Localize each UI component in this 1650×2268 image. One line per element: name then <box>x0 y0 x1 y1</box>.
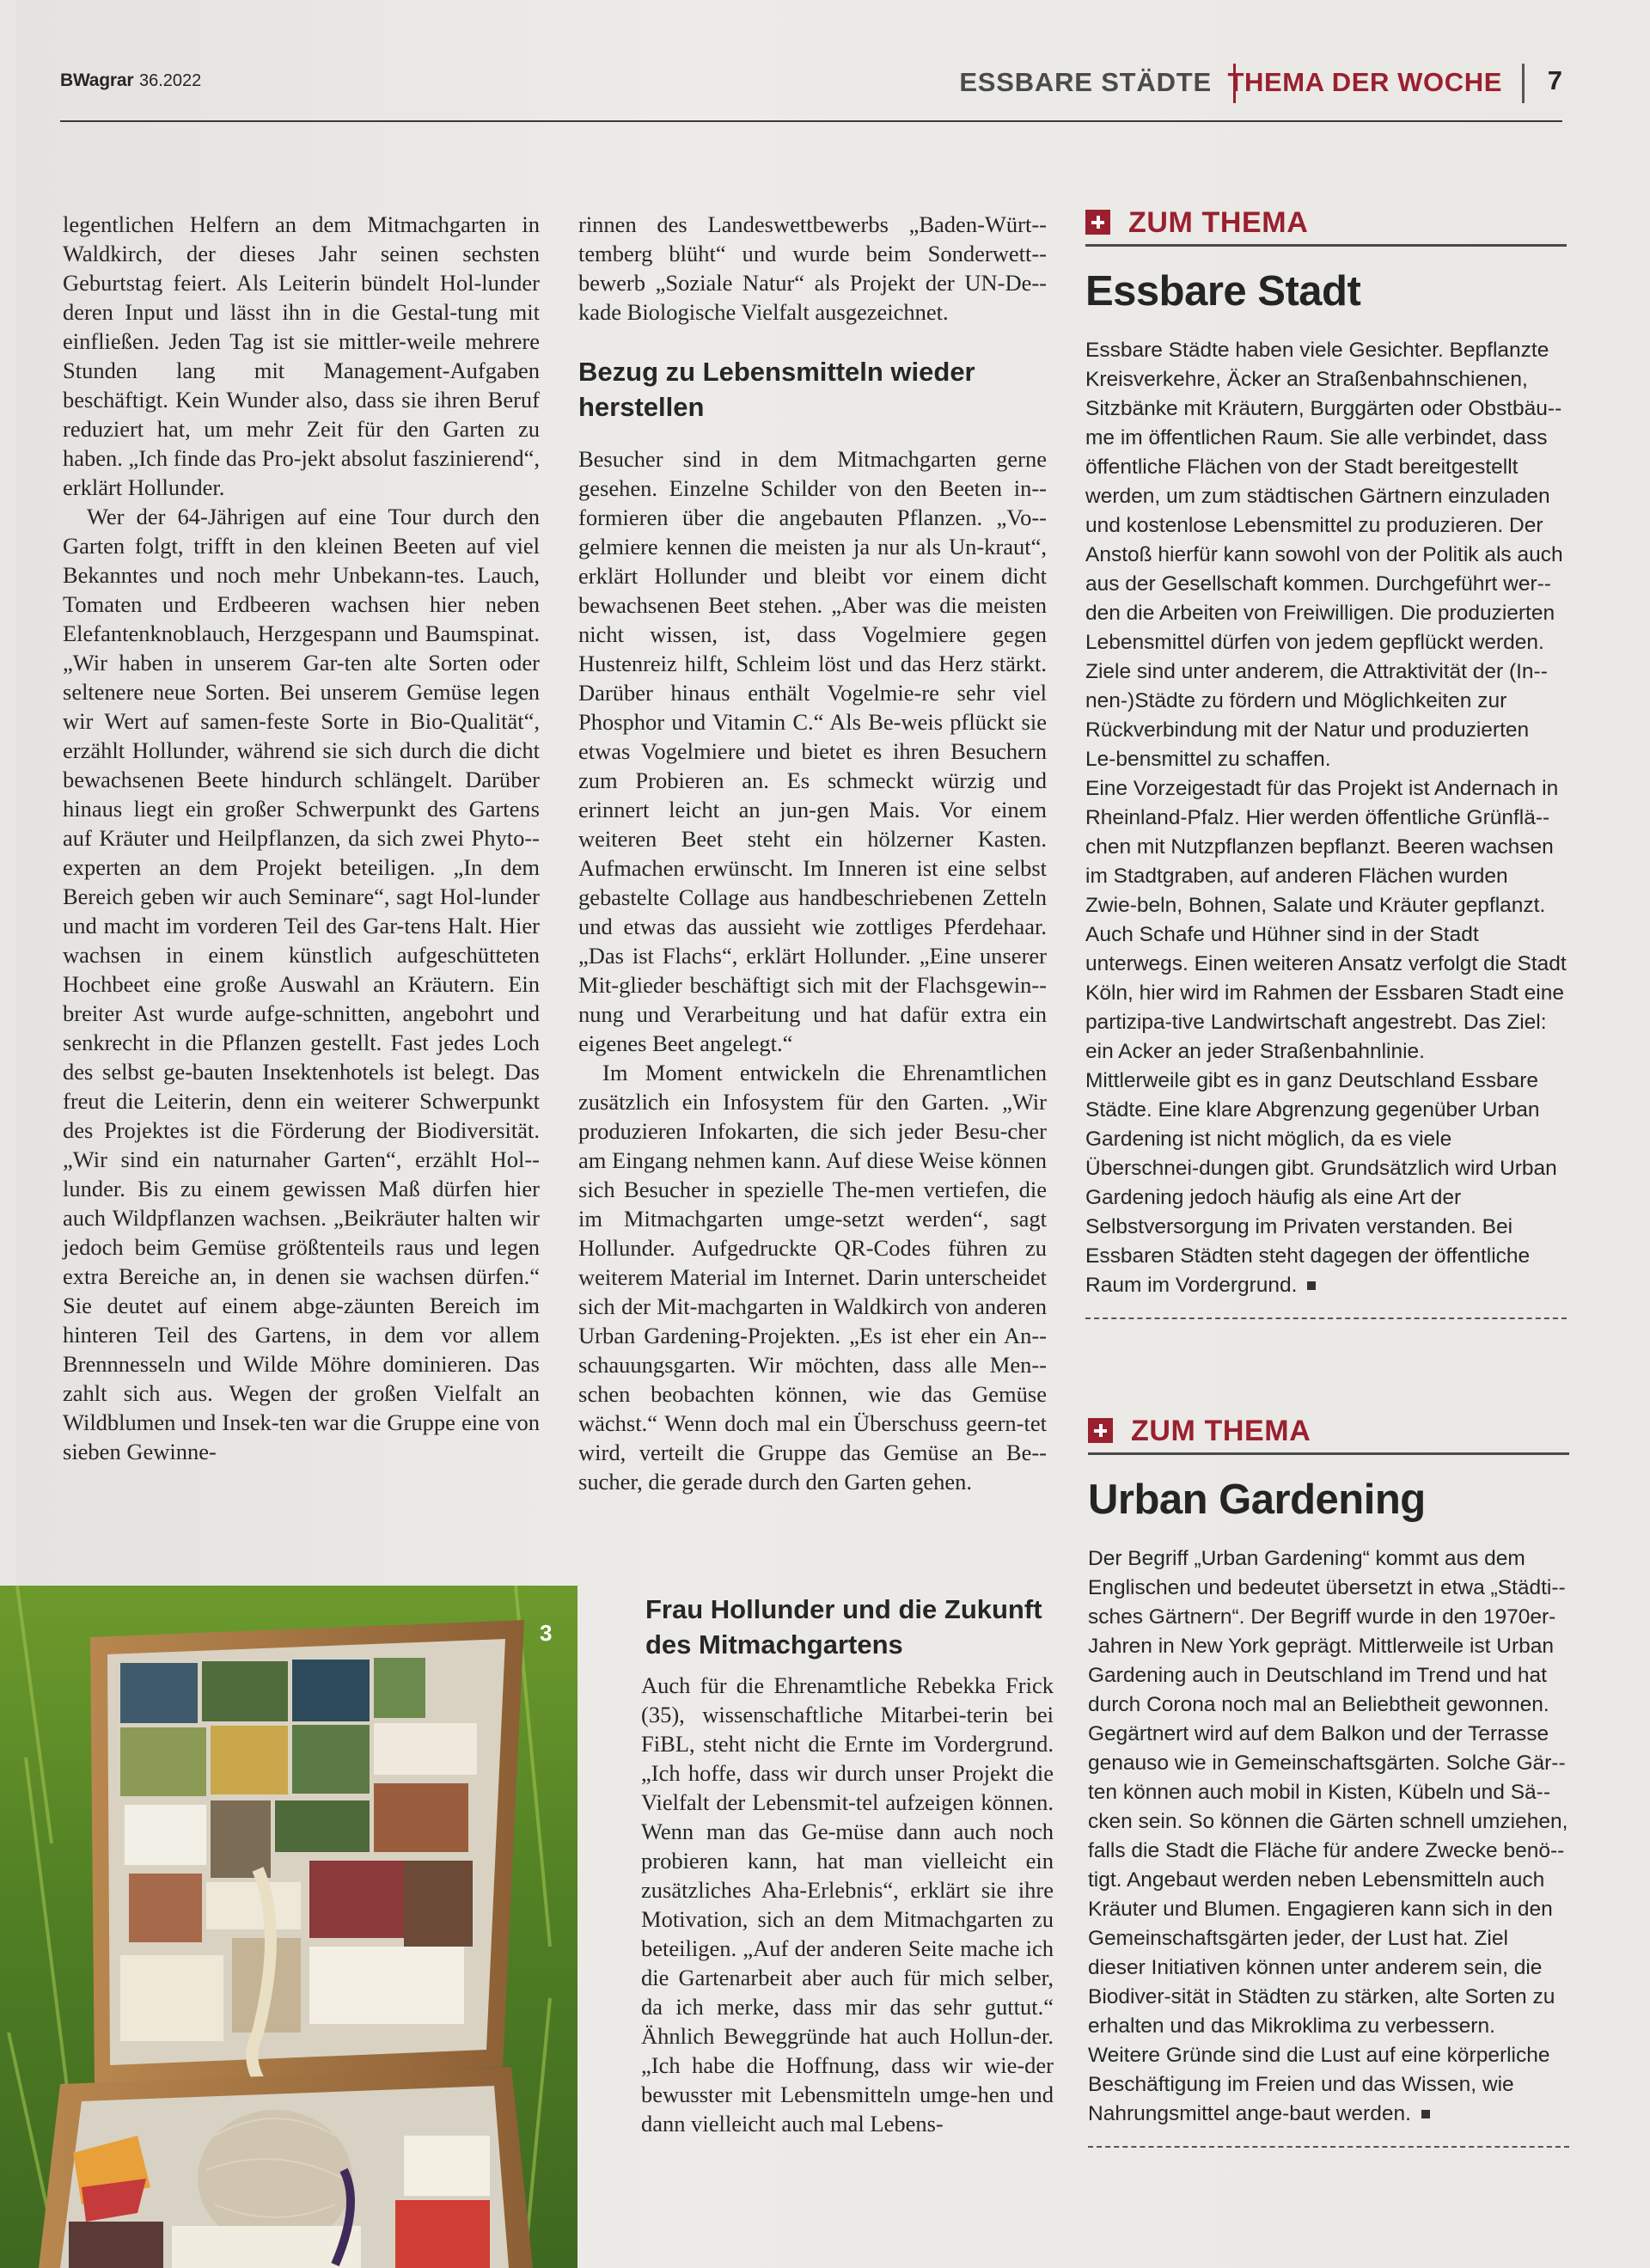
sidebar-dashed-rule <box>1088 2146 1569 2148</box>
photo-number: 3 <box>540 1620 553 1646</box>
article-column-1 <box>63 210 540 1466</box>
article-subheading: Bezug zu Lebensmitteln wieder herstellen <box>578 357 975 422</box>
sidebar-essbare-stadt <box>1085 203 1567 1319</box>
sidebar-title: Urban Gardening <box>1088 1476 1426 1523</box>
photo-illustration <box>0 1586 578 2268</box>
sidebar-paragraph: Essbare Städte haben viele Gesichter. Bepflanzte Kreisverkehre, Äcker an Straßenbahnschienen, Sitzbänke mit Kräutern, Burggärten oder Obstbäu-me im öffentlichen Raum. Sie alle verbindet, dass öffentliche Flächen von der Stadt bereitgestellt werden, um zum städtischen Gärtnern einzuladen und kostenlose Lebensmittel zu produzieren. Der Anstoß hierfür kann sowohl von der Politik als auch aus der Gesellschaft kommen. Durchgeführt wer-den die Arbeiten von Freiwilligen. Die produzierten Lebensmittel dürfen von jedem gepflückt werden. Ziele sind unter anderem, die Attraktivität der (In-nen-)Städte zu fördern und Möglichkeiten zur Rückverbindung mit der Natur und produzierten Le-bensmittel zu schaffen. <box>1085 339 1563 771</box>
sidebar-tag-row <box>1085 203 1567 242</box>
article-column-2-body <box>578 444 1047 1496</box>
sidebar-paragraph: Der Begriff „Urban Gardening“ kommt aus dem Englischen und bedeutet übersetzt in etwa „Städti-sches Gärtnern“. Der Begriff wurde in den 1970er-Jahren in New York geprägt. Mittlerweile ist Urban Gardening auch in Deutschland im Trend und hat durch Corona noch mal an Beliebtheit gewonnen. Gegärtnert wird auf dem Balkon und der Terrasse genauso wie in Gemeinschaftsgärten. Solche Gär-ten können auch mobil in Kisten, Kübeln und Sä-cken sein. So können die Gärten schnell umziehen, falls die Stadt die Fläche für andere Zwecke benö-tigt. Angebaut werden neben Lebensmitteln auch Kräuter und Blumen. Engagieren kann sich in den Gemeinschaftsgärten jeder, der Lust hat. Ziel dieser Initiativen können unter anderem sein, die Biodiver-sität in Städten zu stärken, alte Sorten zu erhalten und das Mikroklima zu verbessern. Weitere Gründe sind die Lust auf eine körperliche Beschäftigung im Freien und das Wissen, wie Nahrungsmittel ange-baut werden. <box>1088 1547 1568 2125</box>
sidebar-rule <box>1088 1452 1569 1455</box>
article-paragraph: legentlichen Helfern an dem Mitmachgarten in Waldkirch, der dieses Jahr seinen sechsten Geburtstag feiert. Als Leiterin bündelt Hol-lunder deren Input und lässt ihn in die Gestal-tung mit einfließen. Jeden Tag ist sie mittler-weile mehrere Stunden lang mit Management-Aufgaben beschäftigt. Kein Wunder also, dass sie ihren Beruf reduziert hat, um mehr Zeit für den Garten zu haben. „Ich finde das Pro-jekt absolut faszinierend“, erklärt Hollunder. <box>63 211 540 500</box>
sidebar-tag: ZUM THEMA <box>1131 1415 1311 1447</box>
header-divider <box>1522 64 1525 103</box>
article-column-2-end <box>641 1671 1054 2138</box>
sidebar-paragraph: Mittlerweile gibt es in ganz Deutschland Essbare Städte. Eine klare Abgrenzung gegenüber Urban Gardening ist nicht möglich, da es viele Überschnei-dungen gibt. Grundsätzlich wird Urban Gardening jedoch häufig als eine Art der Selbstversorgung im Privaten verstanden. Bei Essbaren Städten steht dagegen der öffentliche Raum im Vordergrund. <box>1085 1069 1557 1297</box>
page-number: 7 <box>1547 65 1562 95</box>
publication-brand: BWagrar <box>60 70 134 90</box>
plus-icon <box>1085 210 1110 235</box>
issue-number: 36.2022 <box>139 71 202 90</box>
article-paragraph: Auch für die Ehrenamtliche Rebekka Frick (35), wissenschaftliche Mitarbei-terin bei FiBL, steht nicht die Ernte im Vordergrund. „Ich hoffe, dass wir durch unser Projekt die Vielfalt der Lebensmit-tel aufzeigen können. Wenn man das Ge-müse dann auch noch probieren kann, hat man vielleicht ein zusätzliches Aha-Erlebnis“, erklärt sie ihre Motivation, sich an dem Mitmachgarten zu beteiligen. „Auf der anderen Seite mache ich die Gartenarbeit aber auch für mich selber, da ich merke, dass mir das sehr guttut.“ Ähnlich Beweggründe hat auch Hollun-der. „Ich habe die Hoffnung, dass wir wie-der bewusster mit Lebensmitteln umge-hen und dann vielleicht auch mal Lebens- <box>641 1672 1054 2137</box>
article-paragraph: rinnen des Landeswettbewerbs „Baden-Würt-temberg blüht“ und wurde beim Sonderwett-bewerb „Soziale Natur“ als Projekt der UN-De-kade Biologische Vielfalt ausgezeichnet. <box>578 211 1047 325</box>
sidebar-tag: ZUM THEMA <box>1128 206 1309 239</box>
plus-icon <box>1088 1418 1113 1443</box>
sidebar-text <box>1088 1544 1569 2129</box>
article-column-2-intro <box>578 210 1047 327</box>
section-title: ESSBARE STÄDTE <box>959 67 1212 97</box>
sidebar-tag-row <box>1088 1411 1569 1451</box>
sidebar-urban-gardening <box>1088 1411 1569 2148</box>
article-photo <box>0 1586 578 2268</box>
article-paragraph: Im Moment entwickeln die Ehrenamtlichen zusätzlich ein Infosystem für den Garten. „Wir produzieren Infokarten, die sich jeder Besu-cher am Eingang nehmen kann. Auf diese Weise können sich Besucher in spezielle The-men vertiefen, die im Mitmachgarten umge-setzt werden“, sagt Hollunder. Aufgedruckte QR-Codes führen zu weiterem Material im Internet. Darin unterscheidet sich der Mit-machgarten in Waldkirch von anderen Urban Gardening-Projekten. „Es ist eher ein An-schauungsgarten. Wir möchten, dass alle Men-schen beobachten können, wie das Gemüse wächst.“ Wenn doch mal ein Überschuss geern-tet wird, verteilt die Gruppe das Gemüse an Be-sucher, die gerade durch den Garten gehen. <box>578 1060 1047 1495</box>
sidebar-title: Essbare Stadt <box>1085 268 1361 315</box>
page-header <box>60 65 1562 117</box>
end-mark-icon <box>1307 1281 1316 1290</box>
article-subheading: Frau Hollunder und die Zukunft des Mitmachgartens <box>645 1594 1042 1660</box>
sidebar-paragraph: Eine Vorzeigestadt für das Projekt ist Andernach in Rheinland-Pfalz. Hier werden öffentliche Grünflä-chen mit Nutzpflanzen bepflanzt. Beeren wachsen im Stadtgraben, auf anderen Flächen wurden Zwie-beln, Bohnen, Salate und Kräuter gepflanzt. Auch Schafe und Hühner sind in der Stadt unterwegs. Einen weiteren Ansatz verfolgt die Stadt Köln, hier wird im Rahmen der Essbaren Stadt eine partizipa-tive Landwirtschaft angestrebt. Das Ziel: ein Acker an jeder Straßenbahnlinie. <box>1085 777 1567 1063</box>
sidebar-text <box>1085 336 1567 1300</box>
sidebar-rule <box>1085 244 1567 247</box>
article-paragraph: Besucher sind in dem Mitmachgarten gerne gesehen. Einzelne Schilder von den Beeten in-formieren über die angebauten Pflanzen. „Vo-gelmiere kennen die meisten ja nur als Un-kraut“, erklärt Hollunder und bleibt vor einem dicht bewachsenen Beet stehen. „Aber was die meisten nicht wissen, ist, dass Vogelmiere gegen Hustenreiz hilft, Schleim löst und das Herz stärkt. Darüber hinaus enthält Vogelmie-re sehr viel Phosphor und Vitamin C.“ Als Be-weis pflückt sie etwas Vogelmiere und bietet es ihren Besuchern zum Probieren an. Es schmeckt würzig und erinnert leicht an jun-gen Mais. Vor einem weiteren Beet steht ein hölzerner Kasten. Aufmachen erwünscht. Im Inneren ist eine selbst gebastelte Collage aus handbeschriebenen Zetteln und etwas das aussieht wie zottliges Pferdehaar. „Das ist Flachs“, erklärt Hollunder. „Eine unserer Mit-glieder beschäftigt sich mit der Flachsgewin-nung und Verarbeitung und hat dafür extra ein eigenes Beet angelegt.“ <box>578 446 1047 1056</box>
header-rule <box>60 120 1562 122</box>
theme-title: THEMA DER WOCHE <box>1227 67 1502 97</box>
end-mark-icon <box>1421 2110 1430 2118</box>
article-paragraph: Wer der 64-Jährigen auf eine Tour durch den Garten folgt, trifft in den kleinen Beeten auf viel Bekanntes und noch mehr Unbekann-tes. Lauch, Tomaten und Erdbeeren wachsen hier neben Elefantenknoblauch, Herzgespann und Baumspinat. „Wir haben in unserem Gar-ten alte Sorten oder seltenere neue Sorten. Bei unserem Gemüse legen wir Wert auf samen-feste Sorte in Bio-Qualität“, erzählt Hollunder, während sie sich durch die dicht bewachsenen Beete hindurch schlängelt. Darüber hinaus liegt ein großer Schwerpunkt des Gartens auf Kräuter und Heilpflanzen, da sich zwei Phyto-experten an dem Projekt beteiligen. „In dem Bereich geben wir auch Seminare“, sagt Hol-lunder und macht im vorderen Teil des Gar-tens Halt. Hier wachsen in einem künstlich aufgeschütteten Hochbeet eine große Auswahl an Kräutern. Ein breiter Ast wurde aufge-schnitten, angebohrt und senkrecht in die Pflanzen gestellt. Fast jedes Loch des selbst ge-bauten Insektenhotels ist belegt. Das freut die Leiterin, denn ein weiterer Schwerpunkt des Projektes ist die Förderung der Biodiversität. „Wir sind ein naturnaher Garten“, erzählt Hol-lunder. Bis zu einem gewissen Maß dürfen hier auch Wildpflanzen wachsen. „Beikräuter halten wir jedoch beim Gemüse größtenteils raus und legen extra Bereiche an, in denen sie wachsen dürfen.“ Sie deutet auf einem abge-zäunten Bereich im hinteren Teil des Gartens, in dem vor allem Brennnesseln und Wilde Möhre dominieren. Das zahlt sich aus. Wegen der großen Vielfalt an Wildblumen und Insek-ten war die Gruppe eine von sieben Gewinne- <box>63 504 540 1464</box>
sidebar-dashed-rule <box>1085 1317 1567 1319</box>
